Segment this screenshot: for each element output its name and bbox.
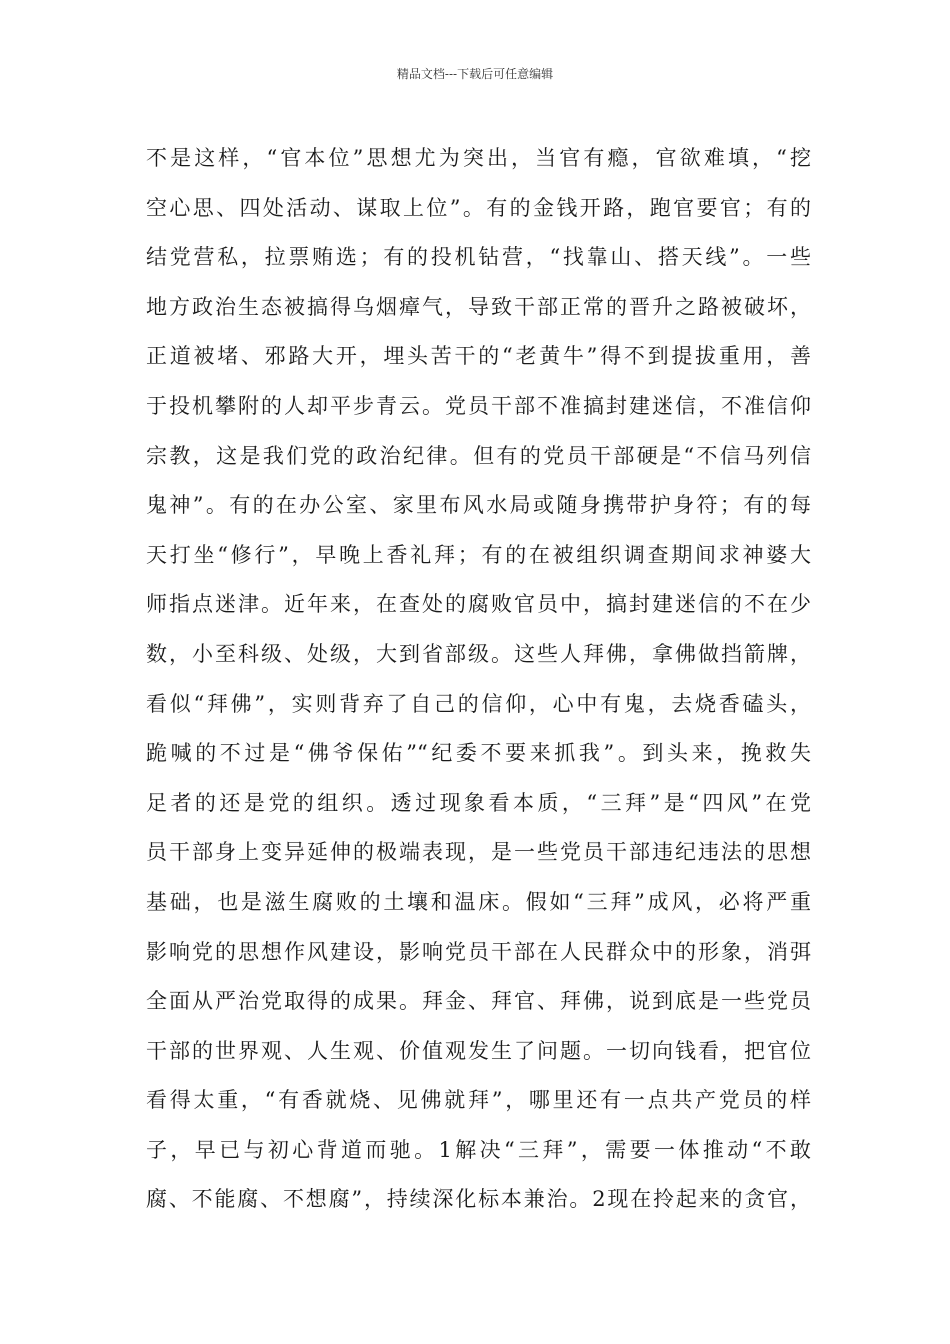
text-line: 影响党的思想作风建设，影响党员干部在人民群众中的形象，消弭 bbox=[146, 939, 811, 964]
text-line: 宗教，这是我们党的政治纪律。但有的党员干部硬是“不信马列信 bbox=[146, 443, 811, 468]
text-line: 鬼神”。有的在办公室、家里布风水局或随身携带护身符；有的每 bbox=[146, 493, 811, 518]
text-line: 足者的还是党的组织。透过现象看本质，“三拜”是“四风”在党 bbox=[146, 790, 811, 815]
text-line: 空心思、四处活动、谋取上位”。有的金钱开路，跑官要官；有的 bbox=[146, 195, 811, 220]
text-line: 于投机攀附的人却平步青云。党员干部不准搞封建迷信，不准信仰 bbox=[146, 393, 811, 418]
body-text bbox=[146, 134, 811, 1225]
text-line: 子，早已与初心背道而驰。1解决“三拜”，需要一体推动“不敢 bbox=[146, 1137, 811, 1162]
text-line: 跪喊的不过是“佛爷保佑”“纪委不要来抓我”。到头来，挽救失 bbox=[146, 741, 811, 766]
text-line: 天打坐“修行”，早晚上香礼拜；有的在被组织调查期间求神婆大 bbox=[146, 542, 811, 567]
text-line: 地方政治生态被搞得乌烟瘴气，导致干部正常的晋升之路被破坏， bbox=[146, 294, 811, 319]
text-line: 不是这样，“官本位”思想尤为突出，当官有瘾，官欲难填，“挖 bbox=[146, 146, 811, 170]
text-line: 数，小至科级、处级，大到省部级。这些人拜佛，拿佛做挡箭牌， bbox=[146, 641, 811, 666]
text-line: 基础，也是滋生腐败的土壤和温床。假如“三拜”成风，必将严重 bbox=[146, 889, 811, 914]
text-line: 腐、不能腐、不想腐”，持续深化标本兼治。2现在拎起来的贪官， bbox=[146, 1187, 811, 1212]
text-line: 正道被堵、邪路大开，埋头苦干的“老黄牛”得不到提拔重用，善 bbox=[146, 344, 811, 369]
text-line: 员干部身上变异延伸的极端表现，是一些党员干部违纪违法的思想 bbox=[146, 840, 811, 865]
text-line: 看似“拜佛”，实则背弃了自己的信仰，心中有鬼，去烧香磕头， bbox=[146, 691, 811, 716]
text-line: 看得太重，“有香就烧、见佛就拜”，哪里还有一点共产党员的样 bbox=[146, 1088, 811, 1113]
text-line: 全面从严治党取得的成果。拜金、拜官、拜佛，说到底是一些党员 bbox=[146, 989, 811, 1014]
text-line: 干部的世界观、人生观、价值观发生了问题。一切向钱看，把官位 bbox=[146, 1038, 811, 1063]
page-header: 精品文档---下载后可任意编辑 bbox=[396, 67, 554, 81]
text-line: 师指点迷津。近年来，在查处的腐败官员中，搞封建迷信的不在少 bbox=[146, 592, 811, 617]
text-line: 结党营私，拉票贿选；有的投机钻营，“找靠山、搭天线”。一些 bbox=[146, 245, 811, 270]
